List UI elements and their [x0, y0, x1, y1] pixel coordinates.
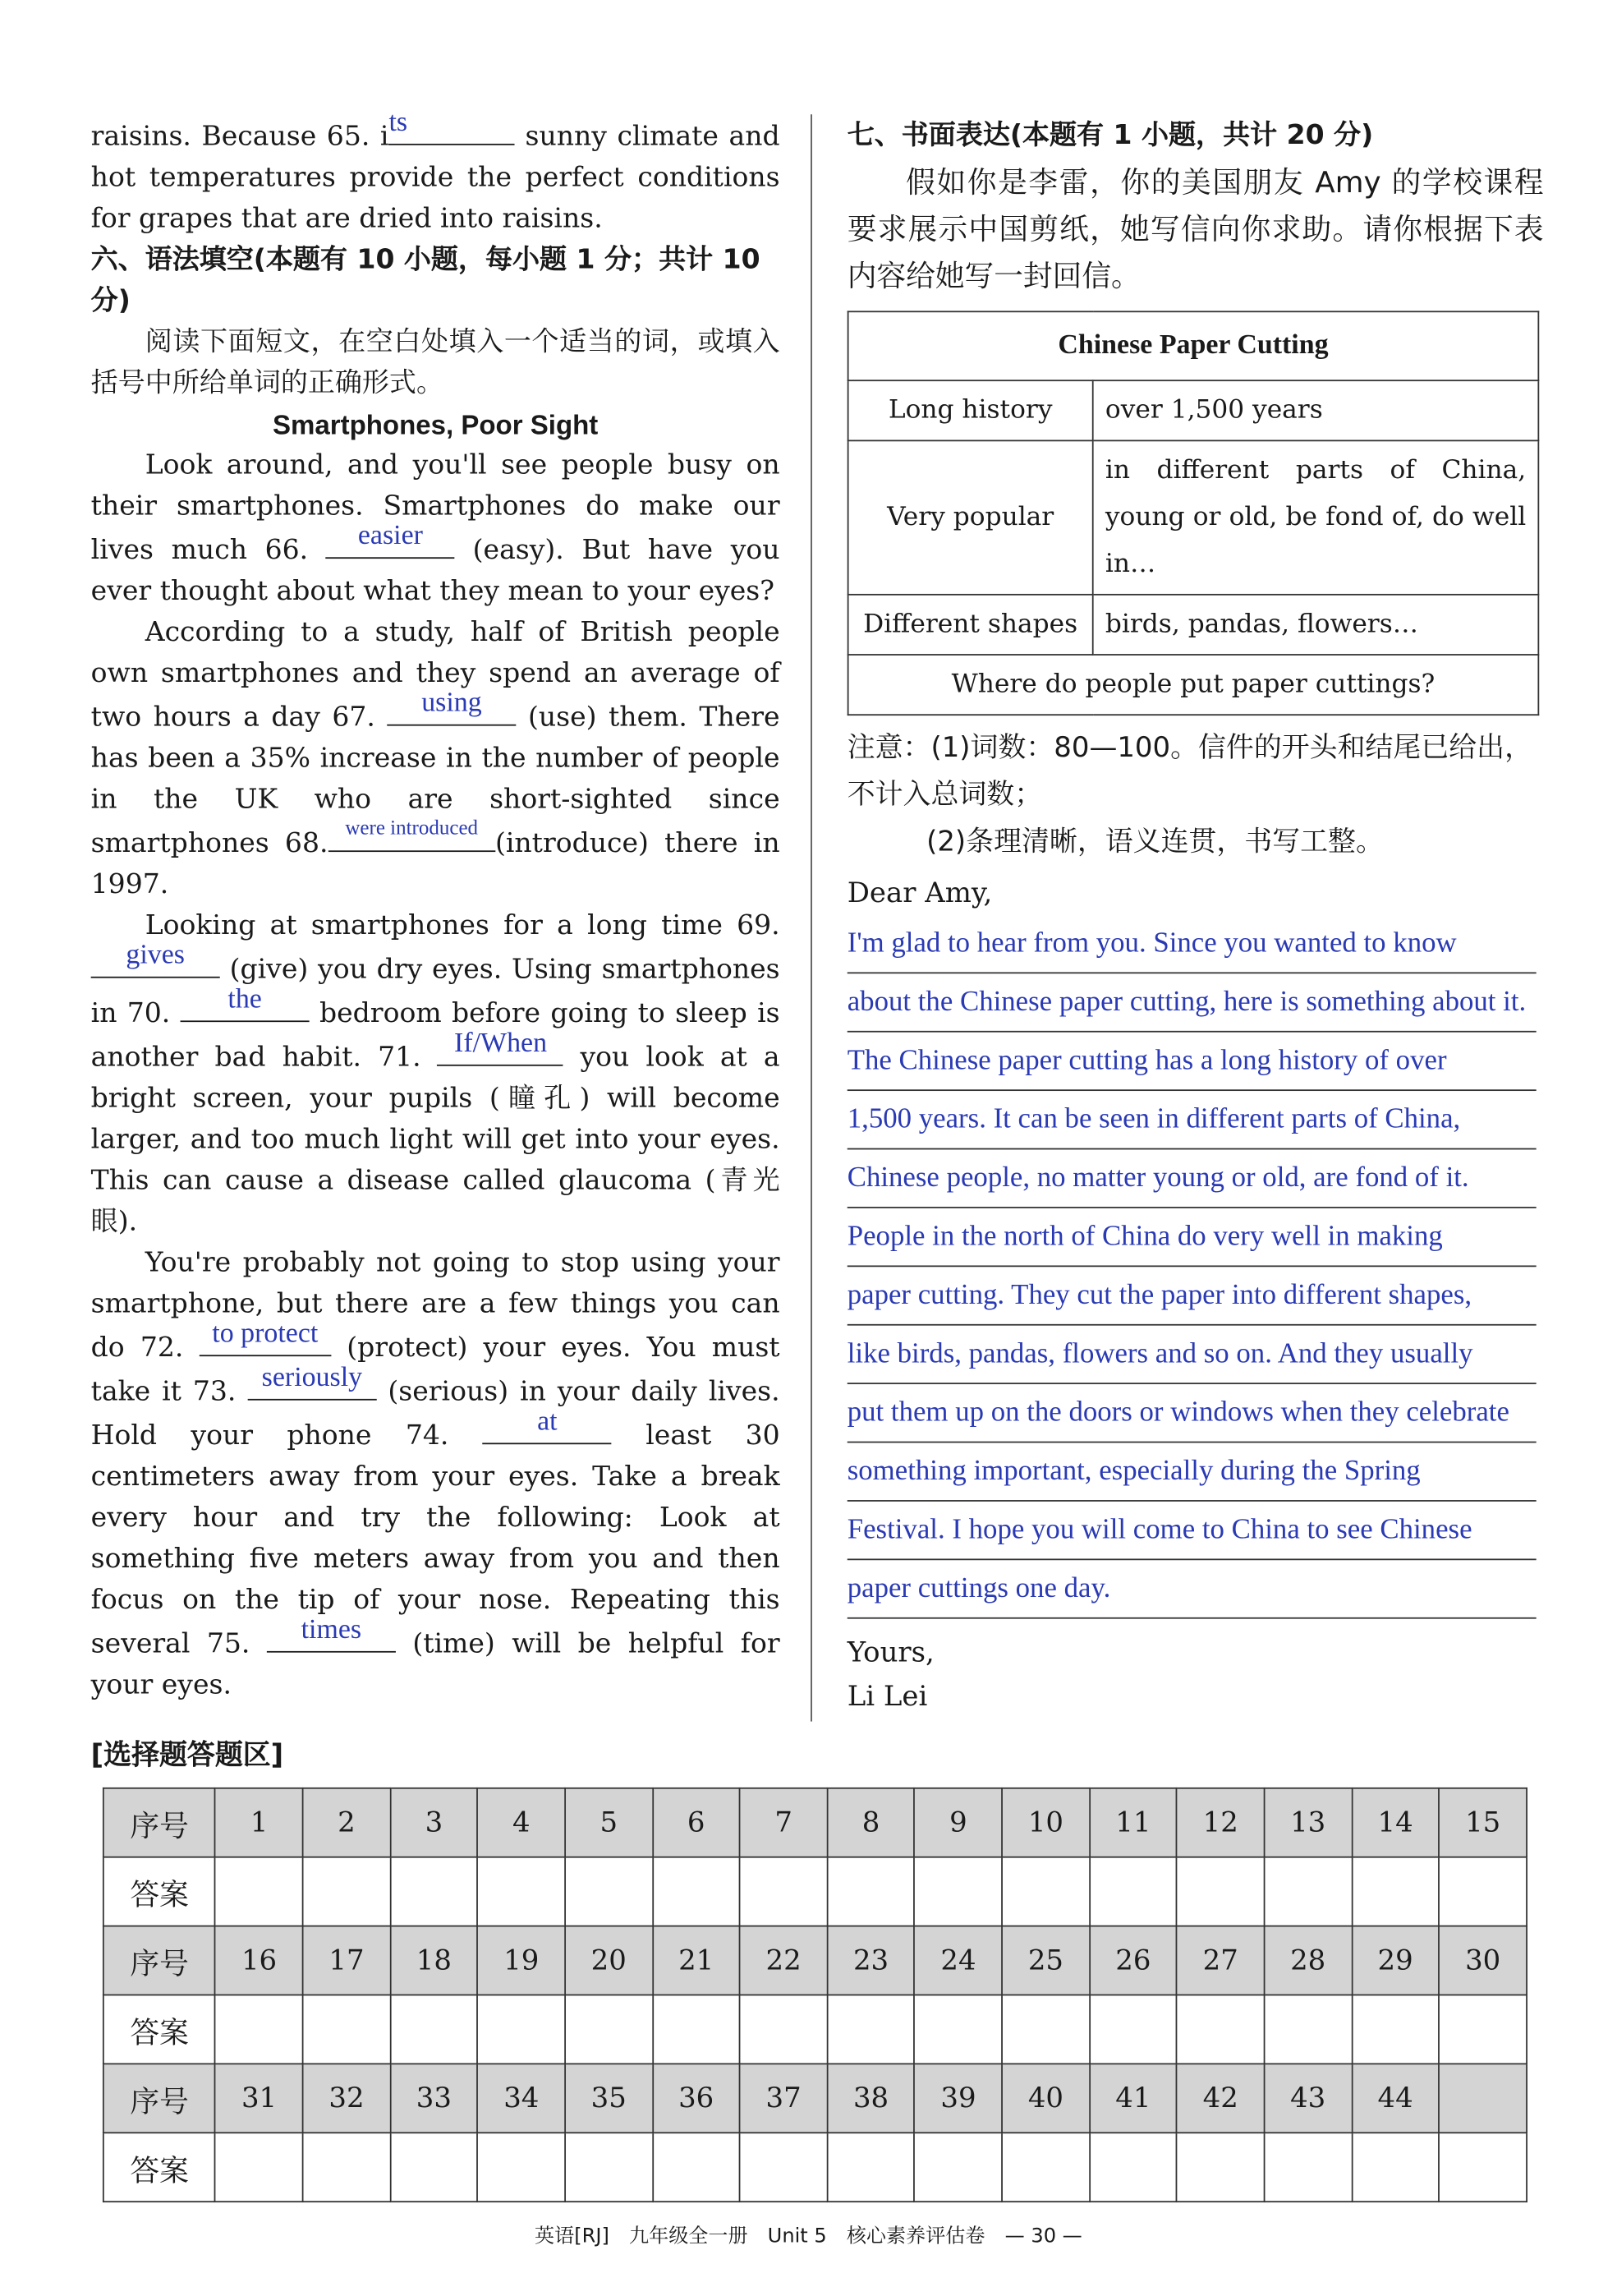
text: Looking at smartphones for a long time 69. — [145, 910, 780, 941]
blank-65[interactable] — [388, 107, 515, 145]
letter-line: paper cutting. They cut the paper into different shapes, — [848, 1267, 1537, 1325]
answer-row — [103, 1857, 1527, 1926]
answer-cell[interactable] — [1090, 1995, 1177, 2064]
answer-cell[interactable] — [827, 1995, 914, 2064]
question-number: 23 — [827, 1926, 914, 1995]
question-number: 30 — [1439, 1926, 1527, 1995]
passage-para-2 — [91, 613, 780, 906]
question-number: 4 — [478, 1788, 565, 1857]
answer-grid — [103, 1788, 1527, 2202]
answer-area-title: [选择题答题区] — [90, 1739, 284, 1772]
left-column — [90, 107, 780, 1707]
text: bedroom before going to sleep is another bad habit. 71. — [90, 998, 780, 1074]
text: According to a study, half of British people own smartphones and they spend an average of two hours a day 67. — [90, 617, 780, 734]
answer-row — [103, 1995, 1527, 2064]
letter-line: something important, especially during the Spring — [848, 1442, 1537, 1501]
text: You're probably not going to stop using your smartphone, but there are a few things you can do 72. — [90, 1248, 780, 1364]
text: Look around, and you'll see people busy on their smartphones. Smartphones do make our lives much 66. — [90, 449, 780, 567]
answer-cell[interactable] — [390, 2133, 477, 2202]
text: (use) them. There has been a 35% increase in the number of people in the UK who are short-sighted since smartphones 68. — [90, 702, 780, 860]
answer-cell[interactable] — [1439, 1995, 1527, 2064]
passage-title: Smartphones, Poor Sight — [272, 409, 599, 440]
note-2: (2)条理清晰，语义连贯，书写工整。 — [926, 825, 1384, 858]
text: sunny climate and hot temperatures provide the perfect conditions for grapes that are dried into raisins. — [90, 122, 780, 235]
question-number: 37 — [740, 2064, 827, 2133]
answer-cell[interactable] — [303, 2133, 390, 2202]
text: (time) will be helpful for your eyes. — [90, 1629, 780, 1701]
question-number: 42 — [1177, 2064, 1264, 2133]
answer-67: using — [421, 688, 482, 719]
question-number: 26 — [1090, 1926, 1177, 1995]
table-label: Different shapes — [848, 595, 1093, 655]
question-number: 22 — [740, 1926, 827, 1995]
answer-73: seriously — [261, 1362, 363, 1393]
blank-70[interactable] — [181, 983, 310, 1022]
notes — [848, 725, 1544, 865]
text: (protect) your eyes. You must take it 73. — [90, 1332, 780, 1408]
passage-para-4 — [91, 1244, 780, 1707]
answer-cell[interactable] — [1002, 1995, 1089, 2064]
answer-cell[interactable] — [827, 2133, 914, 2202]
page-footer: 英语[RJ] 九年级全一册 Unit 5 核心素养评估卷 — 30 — — [535, 2224, 1082, 2248]
answer-68: were introduced — [345, 818, 479, 840]
number-row — [103, 2064, 1527, 2133]
paper-cutting-table — [848, 311, 1540, 715]
ans-label: 答案 — [103, 2133, 215, 2202]
num-label: 序号 — [103, 1926, 215, 1995]
section6-title: 六、语法填空(本题有 10 小题，每小题 1 分；共计 10 分) — [90, 245, 760, 317]
question-number: 29 — [1352, 1926, 1439, 1995]
answer-cell[interactable] — [215, 2133, 302, 2202]
num-label: 序号 — [103, 2064, 215, 2133]
answer-cell[interactable] — [215, 1857, 302, 1926]
question-number: 14 — [1352, 1788, 1439, 1857]
blank-69[interactable] — [91, 940, 220, 978]
text: (introduce) there in 1997. — [90, 828, 780, 900]
ans-label: 答案 — [103, 1995, 215, 2064]
answer-cell[interactable] — [390, 1857, 477, 1926]
answer-cell[interactable] — [740, 2133, 827, 2202]
question-number: 28 — [1264, 1926, 1351, 1995]
table-value: birds, pandas, flowers… — [1093, 595, 1539, 655]
answer-cell[interactable] — [740, 1995, 827, 2064]
question-number: 44 — [1352, 2064, 1439, 2133]
passage-para-1 — [91, 446, 780, 613]
answer-cell[interactable] — [740, 1857, 827, 1926]
num-label: 序号 — [103, 1788, 215, 1857]
answer-cell[interactable] — [915, 1857, 1002, 1926]
answer-cell[interactable] — [1352, 1995, 1439, 2064]
answer-cell[interactable] — [915, 1995, 1002, 2064]
number-row — [103, 1926, 1527, 1995]
writing-prompt: 假如你是李雷，你的美国朋友 Amy 的学校课程要求展示中国剪纸，她写信向你求助。请你根据下表内容给她写一封回信。 — [847, 163, 1544, 293]
letter-greeting: Dear Amy, — [847, 877, 993, 909]
answer-cell[interactable] — [478, 1995, 565, 2064]
question-number: 16 — [215, 1926, 302, 1995]
answer-cell[interactable] — [1439, 2133, 1527, 2202]
answer-cell[interactable] — [1177, 2133, 1264, 2202]
question-number: 32 — [303, 2064, 390, 2133]
question-number: 18 — [390, 1926, 477, 1995]
answer-cell[interactable] — [1264, 2133, 1351, 2202]
text: (easy). But have you ever thought about what they mean to your eyes? — [90, 535, 780, 607]
letter-signature: Li Lei — [847, 1680, 928, 1713]
answer-row — [103, 2133, 1527, 2202]
answer-cell[interactable] — [565, 2133, 652, 2202]
answer-cell[interactable] — [915, 2133, 1002, 2202]
table-label: Long history — [848, 380, 1093, 440]
right-column — [848, 114, 1544, 1719]
question-number: 41 — [1090, 2064, 1177, 2133]
answer-72: to protect — [212, 1318, 319, 1350]
table-question: Where do people put paper cuttings? — [848, 655, 1539, 715]
answer-70: the — [227, 983, 262, 1015]
letter-line: like birds, pandas, flowers and so on. And they usually — [848, 1326, 1537, 1384]
blank-72[interactable] — [199, 1318, 331, 1356]
letter-line: Festival. I hope you will come to China to see Chinese — [848, 1502, 1537, 1560]
question-number: 25 — [1002, 1926, 1089, 1995]
table-title: Chinese Paper Cutting — [848, 311, 1539, 380]
letter-line: put them up on the doors or windows when they celebrate — [848, 1384, 1537, 1442]
column-divider — [811, 114, 812, 1721]
question-number: 13 — [1264, 1788, 1351, 1857]
passage-para-3 — [91, 906, 780, 1244]
answer-cell[interactable] — [390, 1995, 477, 2064]
question-number: 27 — [1177, 1926, 1264, 1995]
table-value: in different parts of China, young or old, be fond of, do well in… — [1093, 440, 1539, 594]
answer-71: If/When — [454, 1028, 548, 1059]
answer-cell[interactable] — [1177, 1857, 1264, 1926]
ans-label: 答案 — [103, 1857, 215, 1926]
question-number: 17 — [303, 1926, 390, 1995]
question-number: 19 — [478, 1926, 565, 1995]
question-number: 3 — [390, 1788, 477, 1857]
question-number: 11 — [1090, 1788, 1177, 1857]
table-value: over 1,500 years — [1093, 380, 1539, 440]
question-number: 43 — [1264, 2064, 1351, 2133]
letter-line: 1,500 years. It can be seen in different parts of China, — [848, 1091, 1537, 1149]
question-number: 21 — [652, 1926, 739, 1995]
answer-cell[interactable] — [1002, 1857, 1089, 1926]
text: raisins. Because 65. i — [90, 122, 389, 153]
question-number: 12 — [1177, 1788, 1264, 1857]
question-number: 7 — [740, 1788, 827, 1857]
number-row — [103, 1788, 1527, 1857]
letter-closing: Yours, — [847, 1636, 935, 1669]
question-number: 1 — [215, 1788, 302, 1857]
question-number: 33 — [390, 2064, 477, 2133]
text: you look at a bright screen, your pupils (瞳孔) will become larger, and too much light will get into your eyes. This can cause a disease called glaucoma (青光眼). — [90, 1042, 780, 1238]
question-number: 9 — [915, 1788, 1002, 1857]
answer-cell[interactable] — [1002, 2133, 1089, 2202]
answer-cell[interactable] — [1177, 1995, 1264, 2064]
answer-cell[interactable] — [565, 1995, 652, 2064]
letter-body — [848, 915, 1537, 1619]
question-number: 15 — [1439, 1788, 1527, 1857]
question-number: 10 — [1002, 1788, 1089, 1857]
question-number: 20 — [565, 1926, 652, 1995]
note-label: 注意： — [847, 731, 931, 764]
letter-line: Chinese people, no matter young or old, are fond of it. — [848, 1149, 1537, 1208]
text: (serious) in your daily lives. Hold your phone 74. — [90, 1377, 780, 1452]
answer-cell[interactable] — [1352, 1857, 1439, 1926]
section6-instructions: 阅读下面短文，在空白处填入一个适当的词，或填入括号中所给单词的正确形式。 — [90, 327, 780, 399]
answer-cell[interactable] — [827, 1857, 914, 1926]
question-number: 2 — [303, 1788, 390, 1857]
question-number: 35 — [565, 2064, 652, 2133]
question-number: 39 — [915, 2064, 1002, 2133]
answer-cell[interactable] — [478, 2133, 565, 2202]
question-number — [1439, 2064, 1527, 2133]
answer-cell[interactable] — [652, 1995, 739, 2064]
answer-cell[interactable] — [1439, 1857, 1527, 1926]
question-number: 36 — [652, 2064, 739, 2133]
answer-cell[interactable] — [1352, 2133, 1439, 2202]
answer-cell[interactable] — [652, 1857, 739, 1926]
letter-line: I'm glad to hear from you. Since you wanted to know — [848, 915, 1537, 973]
blank-73[interactable] — [247, 1362, 376, 1400]
blank-68[interactable] — [328, 818, 494, 852]
answer-cell[interactable] — [1264, 1857, 1351, 1926]
text: least 30 centimeters away from your eyes. Take a break every hour and try the following: Look at something five meters away from you and then focus on the tip of your nose. Repeating this several 75. — [90, 1420, 780, 1660]
question-number: 6 — [652, 1788, 739, 1857]
question-number: 38 — [827, 2064, 914, 2133]
question-number: 31 — [215, 2064, 302, 2133]
answer-cell[interactable] — [565, 1857, 652, 1926]
blank-66[interactable] — [326, 520, 455, 559]
question-number: 5 — [565, 1788, 652, 1857]
note-1: (1)词数：80—100。信件的开头和结尾已给出，不计入总词数； — [847, 731, 1532, 812]
answer-74: at — [537, 1406, 558, 1438]
answer-cell[interactable] — [303, 1995, 390, 2064]
table-label: Very popular — [848, 440, 1093, 594]
blank-71[interactable] — [438, 1028, 564, 1065]
passage-end — [90, 107, 780, 241]
question-number: 8 — [827, 1788, 914, 1857]
blank-75[interactable] — [267, 1614, 396, 1652]
text: (give) you dry eyes. Using smartphones in 70. — [90, 955, 780, 1030]
answer-cell[interactable] — [1090, 2133, 1177, 2202]
answer-cell[interactable] — [478, 1857, 565, 1926]
letter-line: about the Chinese paper cutting, here is something about it. — [848, 973, 1537, 1032]
letter-line: People in the north of China do very well in making — [848, 1208, 1537, 1267]
blank-74[interactable] — [483, 1406, 612, 1444]
blank-67[interactable] — [387, 688, 516, 725]
letter-line: paper cuttings one day. — [848, 1560, 1537, 1618]
letter-line: The Chinese paper cutting has a long history of over — [848, 1033, 1537, 1091]
answer-65: ts — [388, 107, 408, 138]
answer-75: times — [301, 1614, 362, 1645]
answer-66: easier — [357, 520, 423, 552]
answer-69: gives — [126, 940, 185, 971]
answer-cell[interactable] — [215, 1995, 302, 2064]
section7-title: 七、书面表达(本题有 1 小题，共计 20 分) — [847, 120, 1374, 151]
question-number: 40 — [1002, 2064, 1089, 2133]
answer-cell[interactable] — [652, 2133, 739, 2202]
question-number: 24 — [915, 1926, 1002, 1995]
answer-cell[interactable] — [1264, 1995, 1351, 2064]
question-number: 34 — [478, 2064, 565, 2133]
answer-cell[interactable] — [1090, 1857, 1177, 1926]
answer-cell[interactable] — [303, 1857, 390, 1926]
